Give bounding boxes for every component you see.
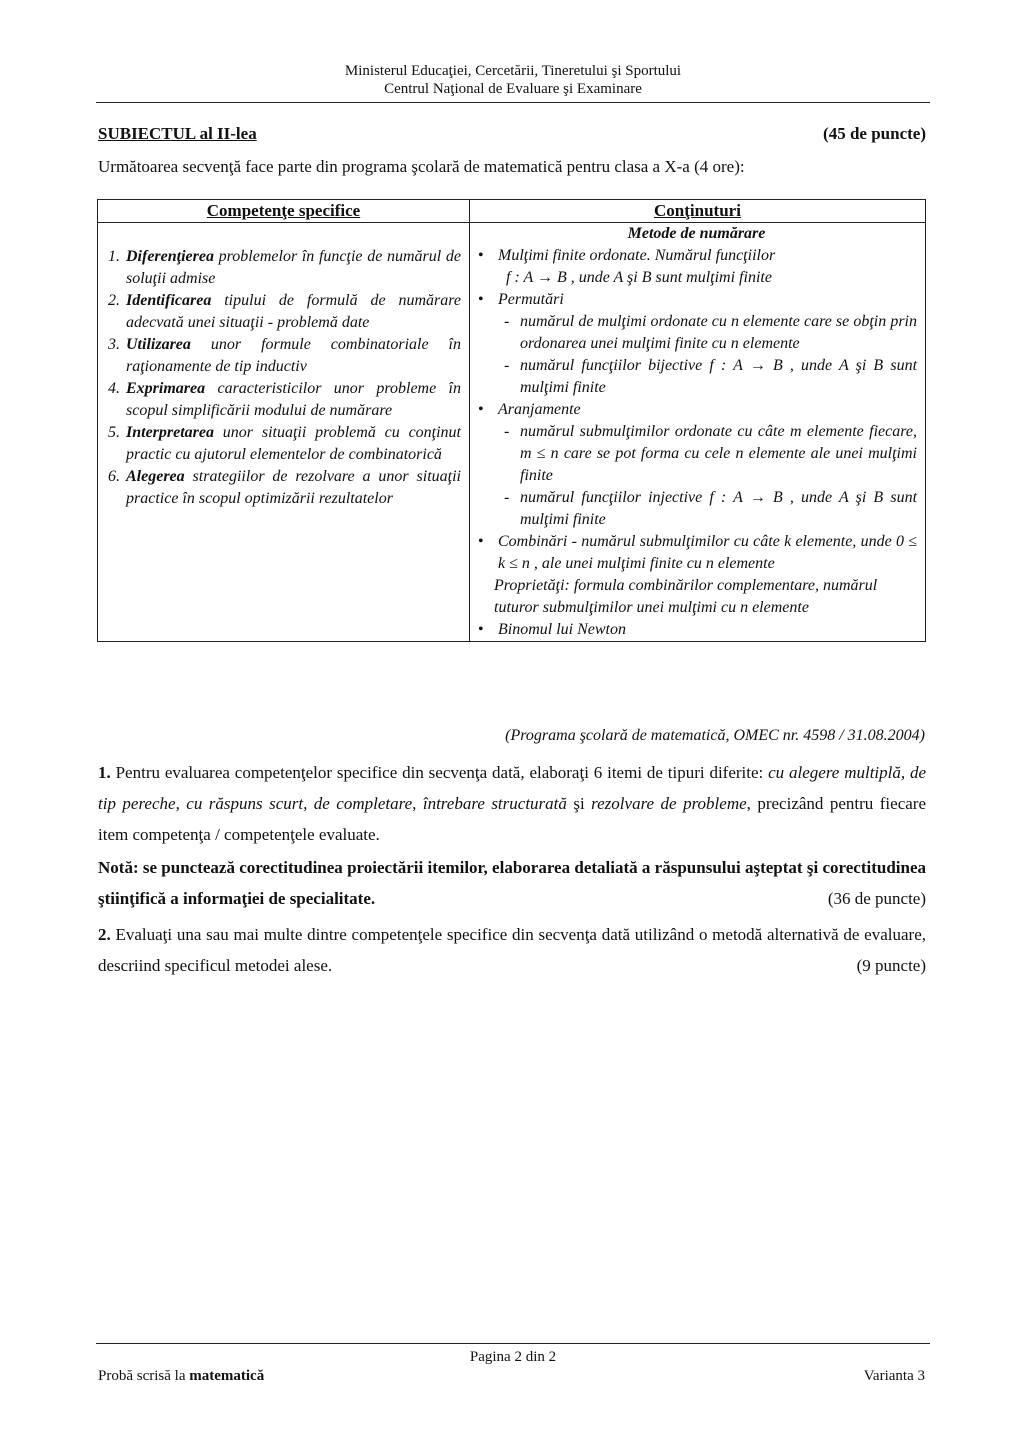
task-2-number: 2. — [98, 925, 111, 944]
task-2-points: (9 puncte) — [856, 956, 926, 975]
topic-permutations: • Permutări — [476, 289, 917, 311]
task-1-points: (36 de puncte) — [827, 889, 926, 908]
ministry-name: Ministerul Educaţiei, Cercetării, Tineretului şi Sportului — [344, 63, 682, 79]
bullet-icon: • — [478, 401, 484, 418]
task-1: 1. Pentru evaluarea competenţelor specifice din secvenţa dată, elaboraţi 6 itemi de tipuri diferite: cu alegere multiplă, de tip pereche, cu răspuns scurt, de completare, întrebare structurată şi rezolvare de probleme, precizând pentru fiecare item competenţa / competenţele evaluate. — [98, 763, 926, 844]
competence-item: 6. Alegerea strategiilor de rezolvare a unor situaţii practice în scopul optimizării rezultatelor — [108, 468, 461, 507]
subtopic-injective-functions: - numărul funcţiilor injective f : A → B , unde A şi B sunt mulţimi finite — [504, 489, 918, 528]
variant-label: Varianta 3 — [863, 1368, 925, 1384]
task-1-number: 1. — [98, 763, 111, 782]
header-divider — [96, 102, 930, 103]
topic-newton-binomial: • Binomul lui Newton — [476, 619, 917, 641]
combinations-properties: Proprietăţi: formula combinărilor complementare, numărul tuturor submulţimilor unei mulţimi cu n elemente — [494, 577, 878, 616]
subtopic-bijective-functions: - numărul funcţiilor bijective f : A → B , unde A şi B sunt mulţimi finite — [504, 357, 918, 396]
evaluation-note: Notă: se punctează corectitudinea proiectării itemilor, elaborarea detaliată a răspunsului aşteptat şi corectitudinea ştiinţifică a informaţiei de specialitate. (36 de puncte) — [98, 852, 926, 914]
competences-list — [98, 223, 469, 510]
bullet-icon: • — [478, 291, 484, 308]
topic-finite-ordered-sets: • Mulţimi finite ordonate. Numărul funcţiilor f : A → B , unde A şi B sunt mulţimi finite — [478, 247, 776, 286]
subject-heading — [98, 124, 926, 144]
header — [96, 62, 930, 98]
arrow-icon: → — [536, 269, 553, 286]
contents-cell — [470, 223, 926, 642]
subject-points: (45 de puncte) — [823, 124, 926, 143]
intro-text: Următoarea secvenţă face parte din programa şcolară de matematică pentru clasa a X-a (4 ore): — [98, 157, 745, 176]
competence-item: 1. Diferenţierea problemelor în funcţie de numărul de soluţii admise — [108, 248, 461, 287]
curriculum-reference: (Programa şcolară de matematică, OMEC nr. 4598 / 31.08.2004) — [505, 727, 925, 744]
task-2: 2. Evaluaţi una sau mai multe dintre competenţele specifice din secvenţa dată utilizând o metodă alternativă de evaluare, descriind specificul metodei alese. (9 puncte) — [98, 919, 926, 981]
arrow-icon: → — [749, 357, 766, 374]
curriculum-table — [97, 199, 926, 642]
competence-item: 5. Interpretarea unor situaţii problemă cu conţinut practic cu ajutorul elementelor de combinatorică — [108, 424, 461, 463]
footer-divider — [96, 1343, 930, 1344]
subtopic-ordered-subsets: - numărul submulţimilor ordonate cu câte m elemente fiecare, m ≤ n care se pot forma cu cele n elemente ale unei mulţimi finite — [504, 423, 917, 484]
subtopic-ordered-sets: - numărul de mulţimi ordonate cu n elemente care se obţin prin ordonarea unei mulţimi finite cu n elemente — [504, 313, 917, 352]
subject-title: SUBIECTUL al II-lea — [98, 124, 257, 143]
page-number: Pagina 2 din 2 — [469, 1349, 557, 1365]
methods-title: Metode de numărare — [627, 225, 766, 242]
bullet-icon: • — [478, 621, 484, 638]
topic-arrangements: • Aranjamente — [476, 399, 917, 421]
competence-item: 4. Exprimarea caracteristicilor unor probleme în scopul simplificării modului de numărare — [108, 380, 461, 419]
bullet-icon: • — [478, 533, 484, 550]
topic-combinations: • Combinări - numărul submulţimilor cu câte k elemente, unde 0 ≤ k ≤ n , ale unei mulţimi finite cu n elemente — [478, 533, 917, 572]
arrow-icon: → — [749, 489, 766, 506]
col-header-contents: Conţinuturi — [470, 200, 926, 223]
bullet-icon: • — [478, 247, 484, 264]
exam-label: Probă scrisă la matematică — [98, 1368, 265, 1384]
center-name: Centrul Naţional de Evaluare şi Examinare — [384, 81, 642, 97]
competences-cell — [98, 223, 470, 642]
competence-item: 2. Identificarea tipului de formulă de numărare adecvată unei situaţii - problemă date — [108, 292, 461, 331]
col-header-competences: Competenţe specifice — [98, 200, 470, 223]
competence-item: 3. Utilizarea unor formule combinatoriale în raţionamente de tip inductiv — [108, 336, 461, 375]
